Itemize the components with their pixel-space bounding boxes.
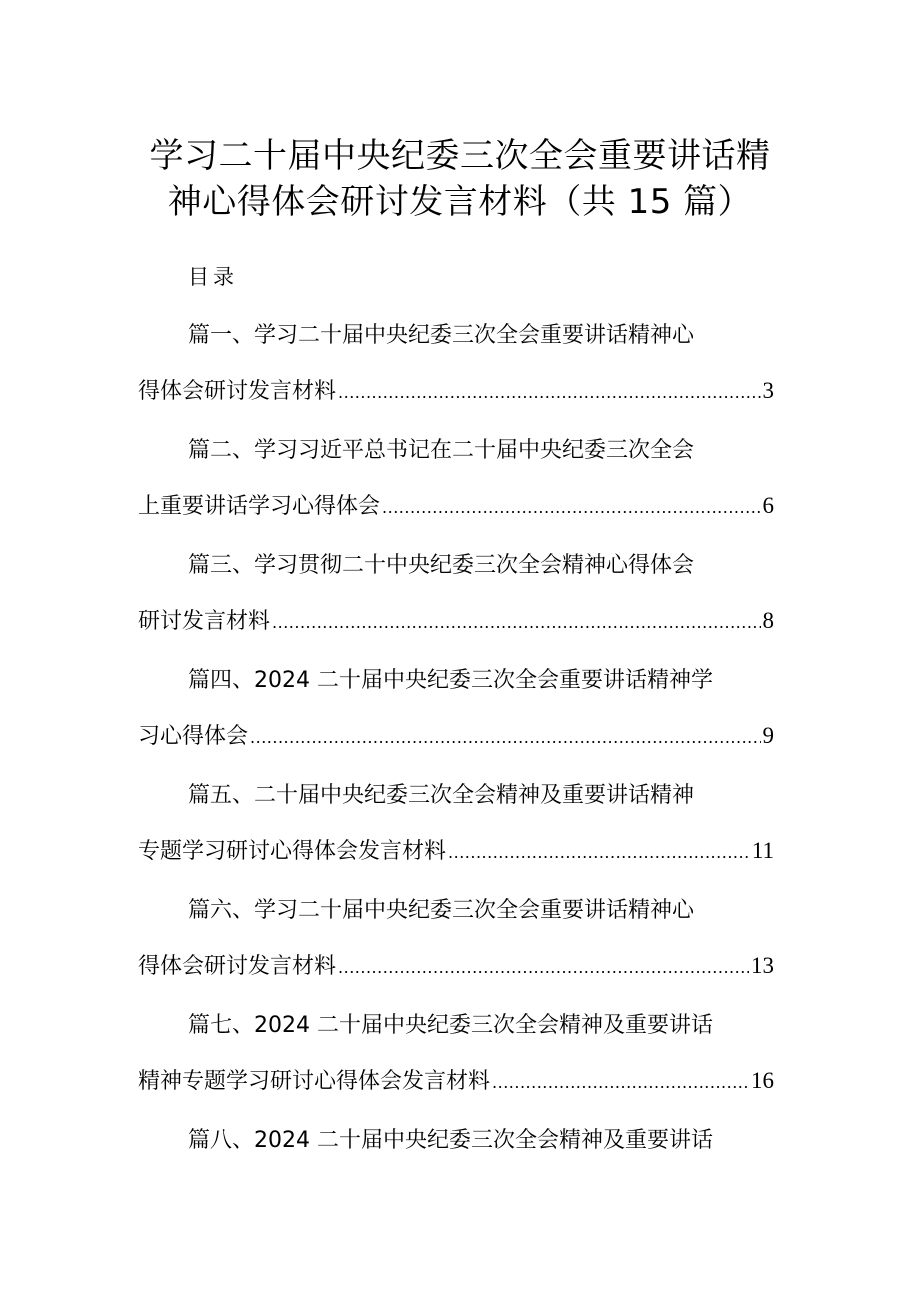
toc-heading: 目录 [188,265,238,289]
toc-entry-title[interactable]: 篇五、二十届中央纪委三次全会精神及重要讲话精神 [188,783,695,808]
toc-entry-text: 习心得体会 [138,724,249,749]
dot-leader [382,493,760,523]
toc-page-number: 8 [762,608,774,633]
toc-page-number: 3 [762,378,774,403]
toc-page-number: 6 [762,493,774,518]
toc-entry-continuation[interactable] [138,721,774,753]
dot-leader [250,723,760,753]
toc-entry-title[interactable]: 篇二、学习习近平总书记在二十届中央纪委三次全会 [188,438,695,463]
toc-entry-text: 上重要讲话学习心得体会 [138,494,381,519]
toc-page-number: 16 [751,1068,774,1093]
toc-entry-continuation[interactable] [138,836,774,868]
document-title-line-2: 神心得体会研讨发言材料（共 15 篇） [167,182,753,222]
toc-entry-text: 得体会研讨发言材料 [138,379,337,404]
toc-entry-text: 精神专题学习研讨心得体会发言材料 [138,1069,491,1094]
toc-entry-title[interactable]: 篇八、2024 二十届中央纪委三次全会精神及重要讲话 [188,1128,713,1153]
toc-entry-text: 研讨发言材料 [138,609,271,634]
toc-entry-continuation[interactable] [138,376,774,408]
dot-leader [338,953,749,983]
toc-page-number: 9 [762,723,774,748]
toc-entry-title[interactable]: 篇四、2024 二十届中央纪委三次全会重要讲话精神学 [188,668,713,693]
toc-entry-title[interactable]: 篇七、2024 二十届中央纪委三次全会精神及重要讲话 [188,1013,713,1038]
document-title-line-1: 学习二十届中央纪委三次全会重要讲话精 [149,136,771,176]
dot-leader [338,378,760,408]
toc-entry-continuation[interactable] [138,951,774,983]
dot-leader [272,608,760,638]
toc-entry-continuation[interactable] [138,491,774,523]
toc-entry-continuation[interactable] [138,606,774,638]
toc-entry-title[interactable]: 篇三、学习贯彻二十中央纪委三次全会精神心得体会 [188,553,695,578]
dot-leader [448,838,750,868]
toc-entry-text: 得体会研讨发言材料 [138,954,337,979]
toc-entry-continuation[interactable] [138,1066,774,1098]
toc-entry-title[interactable]: 篇六、学习二十届中央纪委三次全会重要讲话精神心 [188,898,695,923]
dot-leader [492,1068,749,1098]
toc-page-number: 11 [751,838,774,863]
toc-entry-text: 专题学习研讨心得体会发言材料 [138,839,447,864]
toc-entry-title[interactable]: 篇一、学习二十届中央纪委三次全会重要讲话精神心 [188,323,695,348]
toc-page-number: 13 [751,953,774,978]
